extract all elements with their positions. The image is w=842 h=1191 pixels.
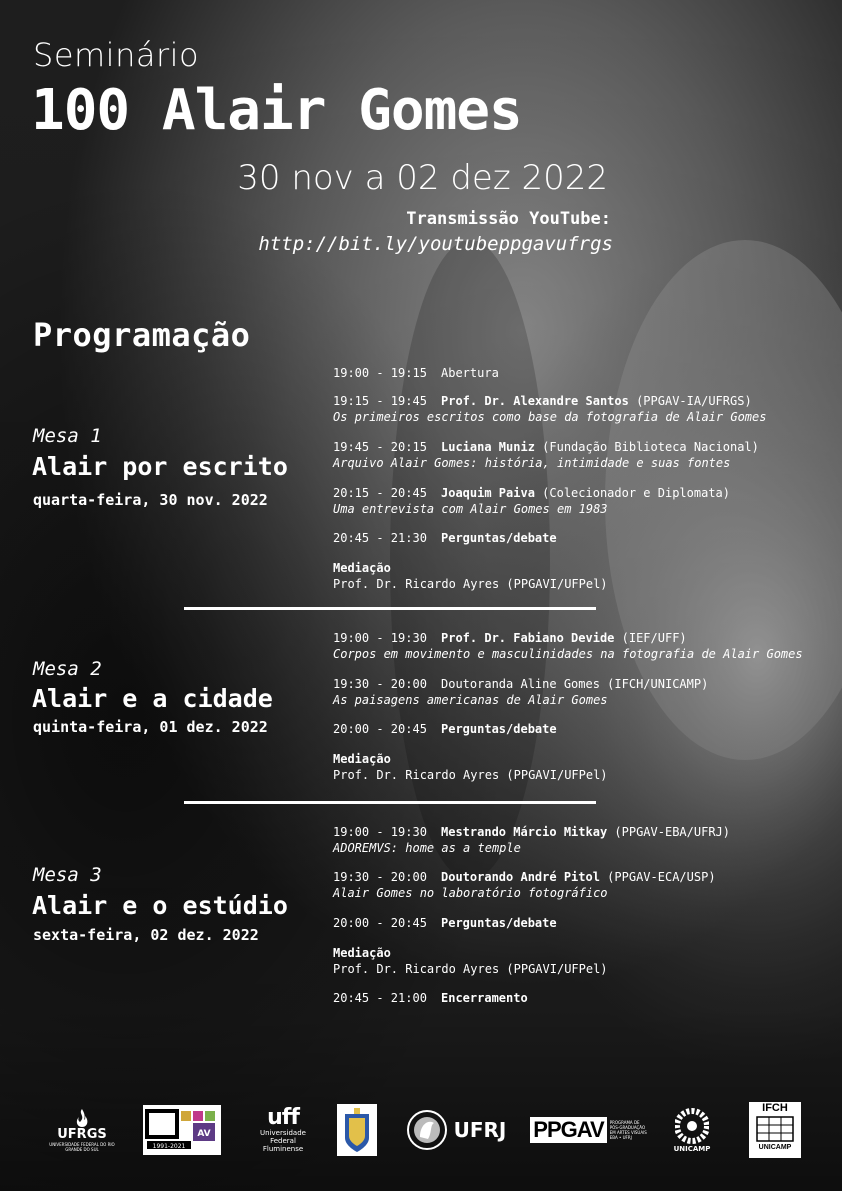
ufrj-logo: UFRJ <box>400 1100 512 1160</box>
schedule-row: 19:00 - 19:15 Abertura <box>333 366 499 380</box>
mesa-1-number: Mesa 1 <box>33 425 102 447</box>
mediation-block: Mediação Prof. Dr. Ricardo Ayres (PPGAVI/UFPel) <box>333 946 608 976</box>
mediation-block: Mediação Prof. Dr. Ricardo Ayres (PPGAVI/UFPel) <box>333 561 608 591</box>
svg-text:AV: AV <box>197 1129 211 1139</box>
transmission-label: Transmissão YouTube: <box>406 209 611 229</box>
ifch-unicamp-logo: IFCH UNICAMP <box>749 1100 801 1160</box>
ppgav-eba-logo: PPGAV PROGRAMA DE PÓS-GRADUAÇÃO EM ARTES VISUAIS EBA • UFRJ <box>530 1100 648 1160</box>
event-dates: 30 nov a 02 dez 2022 <box>237 158 608 198</box>
mesa-3-title: Alair e o estúdio <box>32 891 288 920</box>
uff-logo: uff Universidade Federal Fluminense <box>260 1105 306 1153</box>
ufrgs-logo: UFRGS UNIVERSIDADE FEDERAL DO RIO GRANDE DO SUL <box>40 1100 124 1160</box>
mesa-1-date: quarta-feira, 30 nov. 2022 <box>33 491 268 509</box>
mesa-2-date: quinta-feira, 01 dez. 2022 <box>33 718 268 736</box>
schedule-row: 20:00 - 20:45 Perguntas/debate <box>333 916 557 930</box>
schedule-row: 19:30 - 20:00 Doutoranda Aline Gomes (IFCH/UNICAMP) As paisagens americanas de Alair Gomes <box>333 677 709 707</box>
schedule-row: 19:30 - 20:00 Doutorando André Pitol (PPGAV-ECA/USP) Alair Gomes no laboratório fotográfico <box>333 870 716 900</box>
minerva-icon <box>406 1107 448 1153</box>
unicamp-logo: UNICAMP <box>663 1100 721 1160</box>
schedule-row-closing: 20:45 - 21:00 Encerramento <box>333 991 528 1005</box>
mesa-2-title: Alair e a cidade <box>32 684 273 713</box>
schedule-row: 19:00 - 19:30 Prof. Dr. Fabiano Devide (IEF/UFF) Corpos em movimento e masculinidades na fotografia de Alair Gomes <box>333 631 803 661</box>
mesa-1-title: Alair por escrito <box>32 452 288 481</box>
ppgav-years: 1991-2021 <box>152 1143 186 1150</box>
university-crest-logo <box>336 1100 378 1160</box>
section-divider <box>184 801 596 804</box>
schedule-row: 19:00 - 19:30 Mestrando Márcio Mitkay (PPGAV-EBA/UFRJ) ADOREMVS: home as a temple <box>333 825 730 855</box>
schedule-row: 20:00 - 20:45 Perguntas/debate <box>333 722 557 736</box>
schedule-row: 19:15 - 19:45 Prof. Dr. Alexandre Santos (PPGAV-IA/UFRGS) Os primeiros escritos como base da fotografia de Alair Gomes <box>333 394 767 424</box>
youtube-link[interactable]: http://bit.ly/youtubeppgavufrgs <box>258 233 613 255</box>
program-heading: Programação <box>33 316 251 354</box>
schedule-row: 19:45 - 20:15 Luciana Muniz (Fundação Biblioteca Nacional) Arquivo Alair Gomes: história, intimidade e suas fontes <box>333 440 759 470</box>
flame-icon <box>71 1108 93 1128</box>
mediation-block: Mediação Prof. Dr. Ricardo Ayres (PPGAVI/UFPel) <box>333 752 608 782</box>
schedule-row: 20:45 - 21:30 Perguntas/debate <box>333 531 557 545</box>
mesa-2-number: Mesa 2 <box>33 658 102 680</box>
schedule-row: 20:15 - 20:45 Joaquim Paiva (Colecionador e Diplomata) Uma entrevista com Alair Gomes em 1983 <box>333 486 730 516</box>
seminar-label: Seminário <box>33 36 200 74</box>
mesa-3-number: Mesa 3 <box>33 864 102 886</box>
sponsor-logos <box>30 1100 820 1166</box>
mesa-3-date: sexta-feira, 02 dez. 2022 <box>33 926 259 944</box>
event-title: 100 Alair Gomes <box>31 78 522 143</box>
ppgav-ufrgs-30-logo <box>143 1100 221 1160</box>
section-divider <box>184 607 596 610</box>
